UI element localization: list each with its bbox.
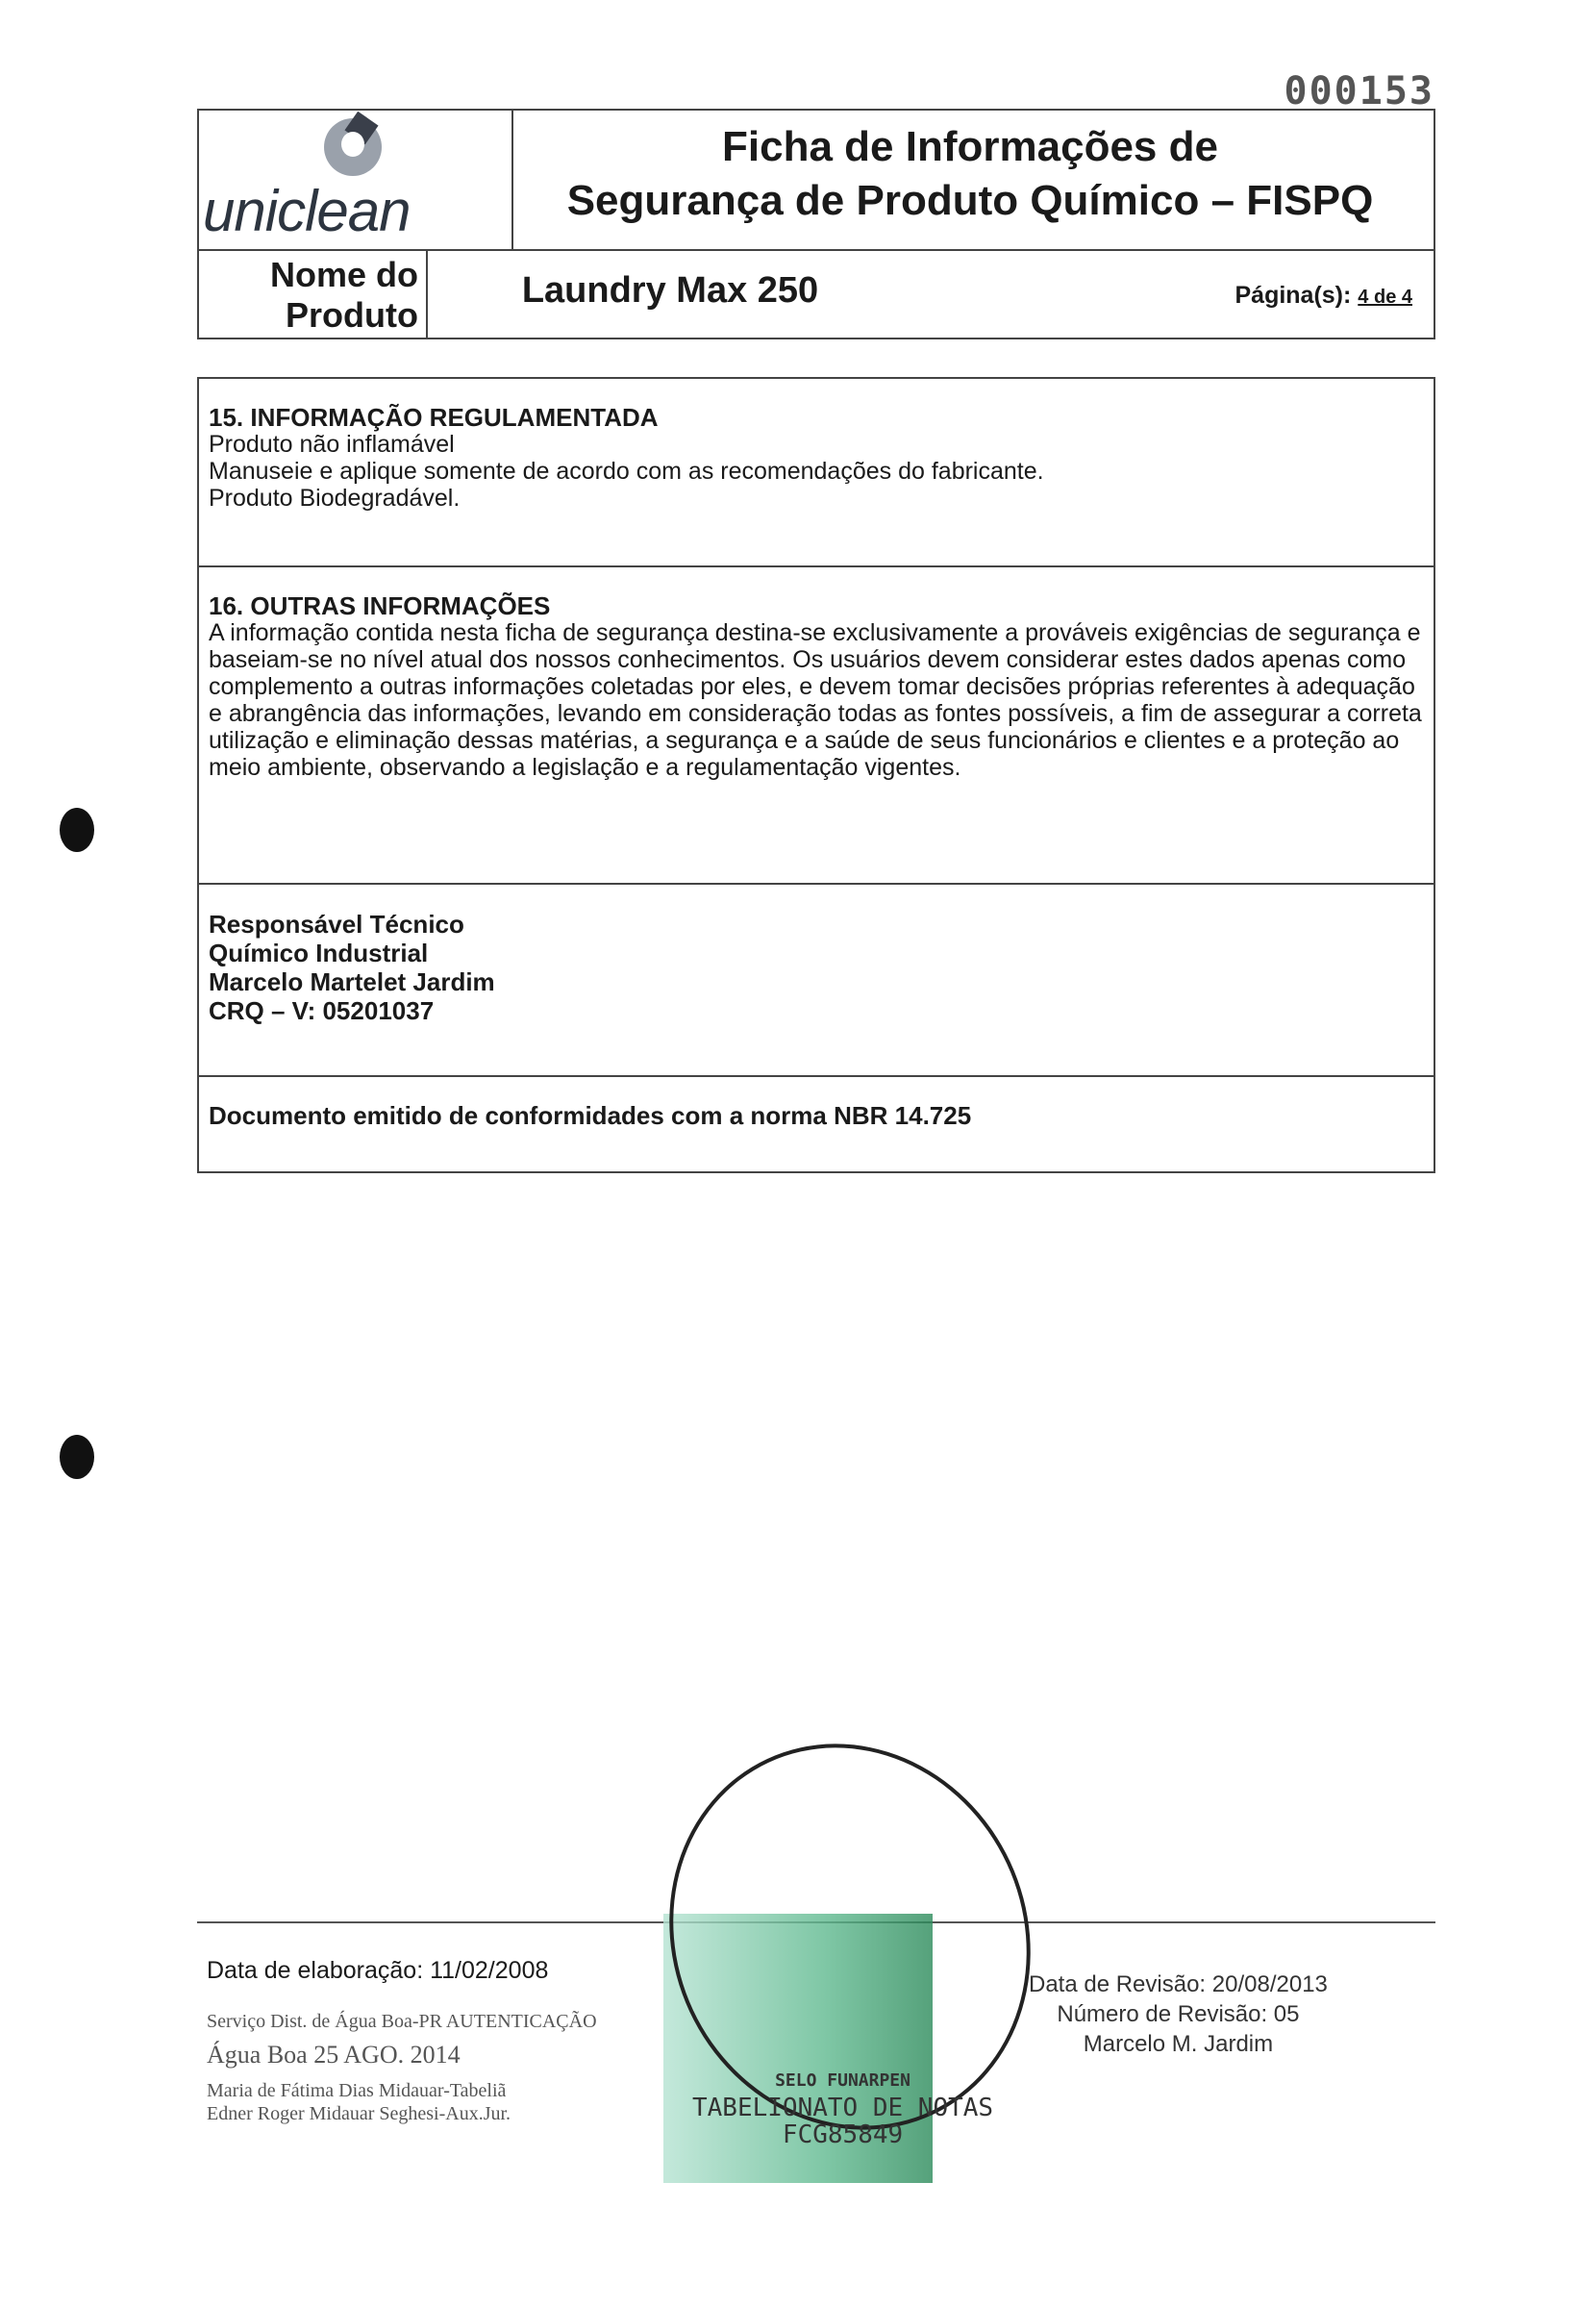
text-line: Responsável Técnico	[209, 910, 464, 939]
document-number: 000153	[1284, 69, 1434, 113]
responsible-technician	[197, 883, 1435, 1077]
section-title: 15. INFORMAÇÃO REGULAMENTADA	[209, 403, 659, 432]
norm-text: Documento emitido de conformidades com a norma NBR 14.725	[209, 1101, 972, 1130]
document-header	[197, 109, 1435, 339]
seal-code: FCG85849	[782, 2120, 904, 2149]
product-name: Laundry Max 250	[521, 270, 819, 311]
text-line: Produto Biodegradável.	[209, 485, 461, 512]
revision-author: Marcelo M. Jardim	[1083, 2031, 1274, 2057]
title-line-1: Ficha de Informações de	[722, 123, 1218, 170]
document-title	[516, 120, 1424, 228]
text-line: Químico Industrial	[209, 939, 429, 967]
logo-text: uniclean	[203, 179, 411, 243]
pages-label: Página(s):	[1234, 282, 1352, 309]
authentication-stamp	[207, 2010, 630, 2125]
punch-hole	[60, 1435, 94, 1479]
logo	[199, 111, 513, 249]
section-title: 16. OUTRAS INFORMAÇÕES	[209, 591, 551, 620]
seal-title: TABELIONATO DE NOTAS	[692, 2094, 994, 2122]
product-name-label: Nome do Produto	[199, 251, 428, 339]
revision-date: Data de Revisão: 20/08/2013	[1029, 1971, 1328, 1997]
notary-names: Maria de Fátima Dias Midauar-Tabeliã Edner Roger Midauar Seghesi-Aux.Jur.	[207, 2080, 511, 2124]
revision-info	[1029, 1969, 1328, 2059]
text-line: CRQ – V: 05201037	[209, 996, 435, 1025]
section-text: A informação contida nesta ficha de segurança destina-se exclusivamente a prováveis exigências de segurança e baseiam-se no nível atual dos nossos conhecimentos. Os usuários devem considerar estes dados apenas como complemento a outras informações coletadas por eles, e devem tomar decisões próprias referentes à adequação e abrangência das informações, levando em consideração todas as fontes possíveis, a fim de assegurar a correta utilização e eliminação dessas matérias, a segurança e a saúde de seus funcionários e clientes e a proteção ao meio ambiente, observando a legislação e a regulamentação vigentes.	[209, 619, 1422, 781]
section-15	[197, 377, 1435, 567]
elaboration-date: Data de elaboração: 11/02/2008	[207, 1957, 549, 1984]
revision-number: Número de Revisão: 05	[1057, 2001, 1300, 2027]
text-line: Produto não inflamável	[209, 431, 455, 458]
logo-mark-icon	[324, 118, 382, 176]
pages-value: 4 de 4	[1358, 287, 1412, 308]
authentication-text: Serviço Dist. de Água Boa-PR AUTENTICAÇÃO	[207, 2011, 597, 2032]
punch-hole	[60, 808, 94, 852]
seal-text	[692, 2068, 993, 2148]
section-16	[197, 565, 1435, 885]
title-line-2: Segurança de Produto Químico – FISPQ	[566, 177, 1374, 224]
norm-statement	[197, 1075, 1435, 1173]
authentication-date: Água Boa 25 AGO. 2014	[207, 2041, 461, 2069]
text-line: Manuseie e aplique somente de acordo com as recomendações do fabricante.	[209, 458, 1044, 485]
seal-label: SELO FUNARPEN	[775, 2070, 910, 2091]
page-indicator	[1234, 282, 1412, 310]
text-line: Marcelo Martelet Jardim	[209, 967, 495, 996]
